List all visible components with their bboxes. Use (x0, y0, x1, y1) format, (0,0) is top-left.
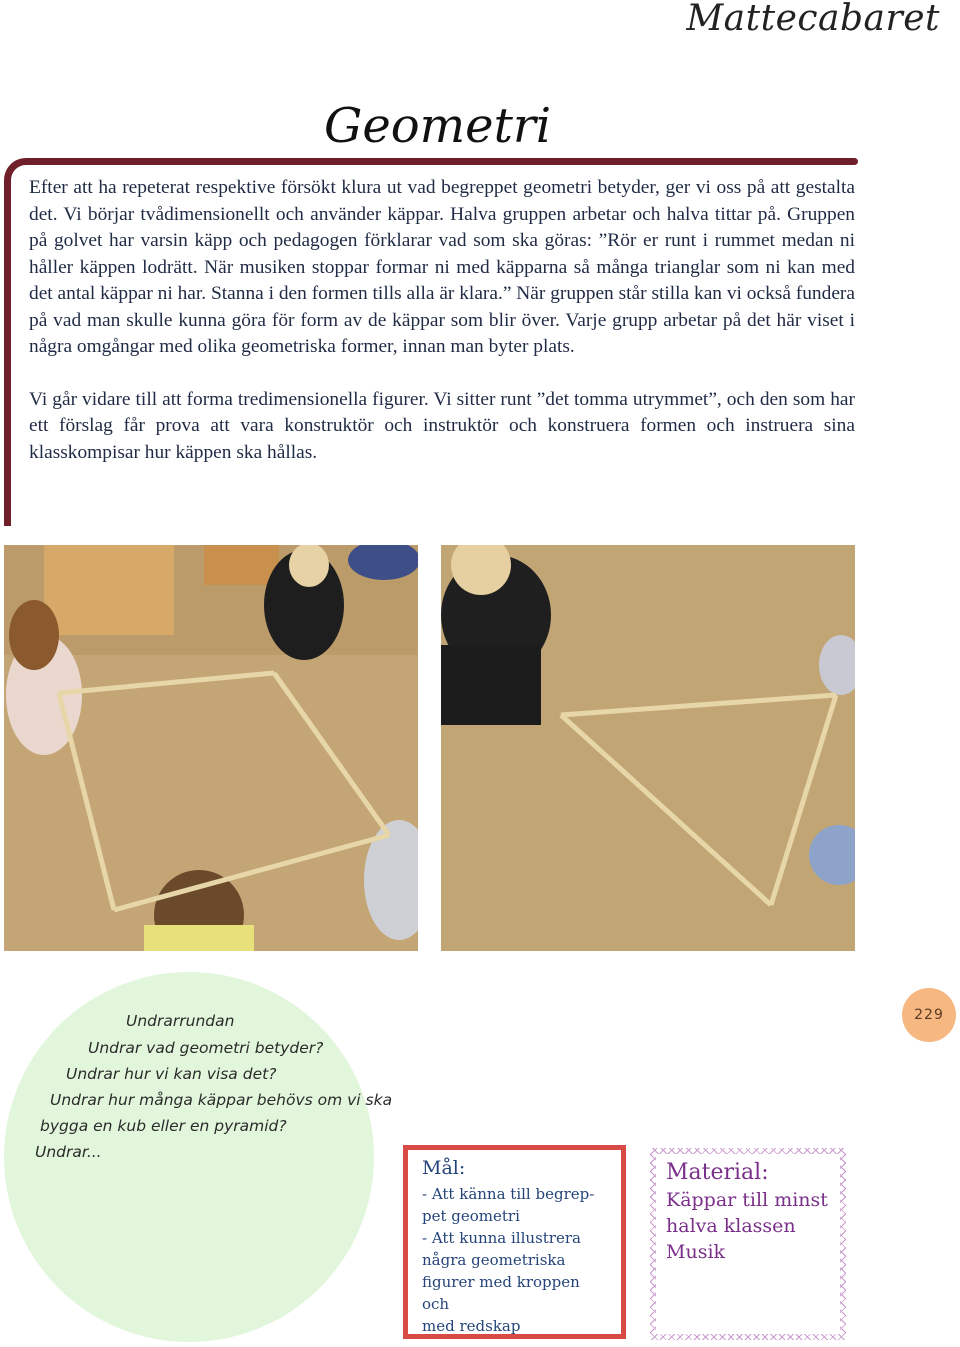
body-paragraph: Efter att ha repeterat respektive försökt klura ut vad begreppet geometri betyder, ger vi oss på att gestalta det. Vi börjar tvådimensionellt och använder käppar. Halva gruppen arbetar och halva tittar på. Gruppen på golvet har varsin käpp och pedagogen förklarar vad som ska göras: ”Rör er runt i rummet medan ni håller käppen lodrätt. När musiken stoppar formar ni med käpparna så många trianglar som ni kan med det antal käppar ni har. Stanna i den formen tills alla är klara.” När gruppen står stilla kan vi också fundera på vad man skulle kunna göra för form av de käppar som blir över. Varje grupp arbetar på det här viset i några omgångar med olika geometriska former, innan man byter plats. (29, 177, 855, 357)
goal-item: med redskap (422, 1317, 521, 1335)
body-paragraph: Vi går vidare till att forma tredimensionella figurer. Vi sitter runt ”det tomma utrymmet”, och den som har ett förslag får prova att vara konstruktör och instruktör och konstruera formen och instruera sina klasskompisar hur käppen ska hållas. (29, 388, 855, 463)
material-title: Material: (666, 1160, 769, 1185)
material-item: halva klassen (666, 1215, 796, 1237)
wonder-line: bygga en kub eller en pyramid? (40, 1117, 287, 1135)
page-title: Geometri (324, 98, 552, 154)
body-text (29, 175, 855, 492)
wonder-line: Undrar vad geometri betyder? (88, 1039, 324, 1057)
material-item: Musik (666, 1241, 726, 1263)
goal-item: - Att känna till begrep- (422, 1185, 595, 1203)
wonder-line: Undrar hur många käppar behövs om vi ska (50, 1091, 393, 1109)
goal-item: - Att kunna illustrera (422, 1229, 581, 1247)
wonder-heading: Undrarrundan (126, 1012, 235, 1030)
material-item: Käppar till minst (666, 1189, 828, 1211)
material-box (650, 1148, 846, 1340)
goal-box (403, 1145, 626, 1339)
wonder-line: Undrar... (35, 1143, 102, 1161)
wonder-line: Undrar hur vi kan visa det? (66, 1065, 277, 1083)
page-number-badge: 229 (902, 988, 956, 1042)
goal-item: pet geometri (422, 1207, 520, 1225)
photo-children-triangle-sticks (441, 545, 855, 951)
goal-title: Mål: (422, 1157, 466, 1179)
photo-children-square-sticks (4, 545, 418, 951)
goal-item: några geometriska (422, 1251, 566, 1269)
chapter-header: Mattecabaret (686, 0, 940, 39)
goal-item: figurer med kroppen och (422, 1273, 580, 1313)
